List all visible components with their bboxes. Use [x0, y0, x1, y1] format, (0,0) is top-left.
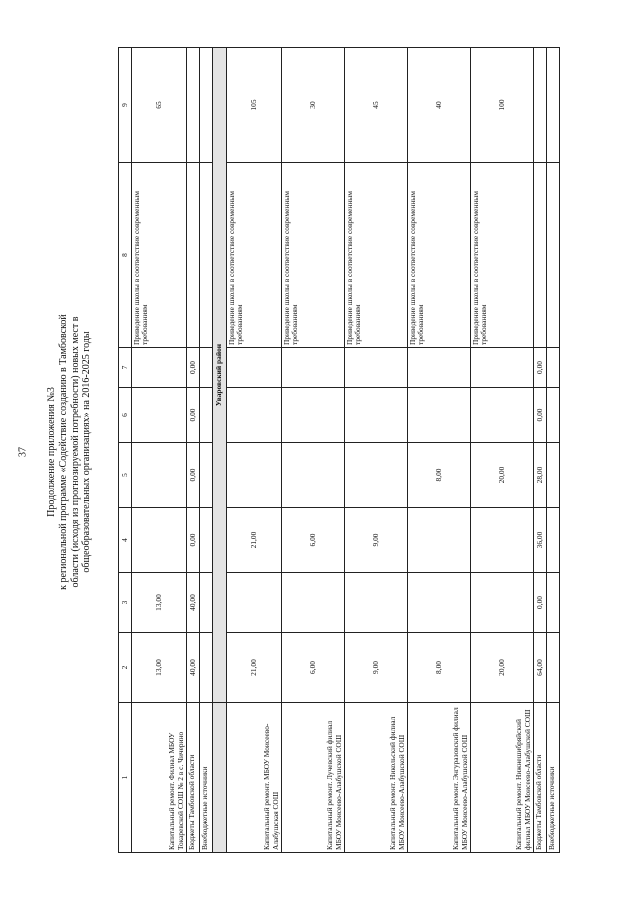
cell-places	[547, 48, 560, 163]
cell-value	[345, 388, 408, 443]
cell-places: 30	[282, 48, 345, 163]
cell-result: Приведение школы в соответствие современным требованиям	[132, 163, 187, 348]
cell-value	[471, 348, 534, 388]
cell-result	[534, 163, 547, 348]
column-number: 8	[119, 163, 132, 348]
cell-places: 40	[408, 48, 471, 163]
cell-value	[282, 573, 345, 633]
cell-result: Приведение школы в соответствие современным требованиям	[345, 163, 408, 348]
object-name: Капитальный ремонт. Никольский филиал МБОУ Моисеево-Алабушской СОШ	[345, 703, 408, 853]
column-number: 9	[119, 48, 132, 163]
cell-value: 8,00	[408, 443, 471, 508]
cell-value	[132, 508, 187, 573]
cell-total: 40,00	[187, 633, 200, 703]
document-heading	[46, 32, 93, 872]
cell-value: 40,00	[187, 573, 200, 633]
cell-result: Приведение школы в соответствие современным требованиям	[408, 163, 471, 348]
cell-value	[547, 348, 560, 388]
cell-value	[345, 348, 408, 388]
cell-value: 0,00	[187, 508, 200, 573]
column-number-row	[119, 48, 132, 853]
cell-value: 36,00	[534, 508, 547, 573]
page-number: 37	[17, 447, 29, 457]
cell-value	[227, 348, 282, 388]
cell-value	[200, 388, 213, 443]
cell-total: 64,00	[534, 633, 547, 703]
table-row	[187, 48, 200, 853]
district-title: Уваровский район	[213, 48, 227, 703]
cell-value	[200, 443, 213, 508]
cell-value	[200, 573, 213, 633]
cell-value	[227, 443, 282, 508]
table-row	[345, 48, 408, 853]
cell-value	[547, 573, 560, 633]
cell-result	[187, 163, 200, 348]
object-name: Капитальный ремонт. Лучевский филиал МБОУ Моисеево-Алабушской СОШ	[282, 703, 345, 853]
heading-line: общеобразовательных организациях» на 2016-2025 годы	[81, 331, 93, 573]
source-label: Внебюджетные источники	[200, 703, 213, 853]
cell-total	[200, 633, 213, 703]
table-row	[132, 48, 187, 853]
cell-value	[408, 508, 471, 573]
cell-value: 20,00	[471, 443, 534, 508]
cell-result: Приведение школы в соответствие современным требованиям	[227, 163, 282, 348]
cell-total: 21,00	[227, 633, 282, 703]
cell-result	[200, 163, 213, 348]
cell-value	[132, 348, 187, 388]
cell-value: 6,00	[282, 508, 345, 573]
cell-result: Приведение школы в соответствие современным требованиям	[282, 163, 345, 348]
cell-value	[132, 388, 187, 443]
cell-value: 0,00	[187, 443, 200, 508]
column-number: 7	[119, 348, 132, 388]
heading-line: Продолжение приложения №3	[46, 387, 57, 517]
cell-total: 8,00	[408, 633, 471, 703]
cell-value: 0,00	[187, 348, 200, 388]
column-number: 2	[119, 633, 132, 703]
cell-value	[200, 348, 213, 388]
heading-line: области (исходя из прогнозируемой потребности) новых мест в	[69, 316, 81, 588]
source-label: Бюджеты Тамбовской области	[534, 703, 547, 853]
cell-places: 65	[132, 48, 187, 163]
column-number: 3	[119, 573, 132, 633]
cell-value: 28,00	[534, 443, 547, 508]
column-number: 6	[119, 388, 132, 443]
cell-value	[408, 348, 471, 388]
district-spacer	[213, 703, 227, 853]
program-table	[118, 47, 560, 853]
cell-value: 9,00	[345, 508, 408, 573]
cell-total: 20,00	[471, 633, 534, 703]
rotated-sheet	[40, 32, 600, 872]
column-number: 4	[119, 508, 132, 573]
column-number: 5	[119, 443, 132, 508]
table-row	[408, 48, 471, 853]
cell-value	[471, 573, 534, 633]
cell-value: 21,00	[227, 508, 282, 573]
cell-total: 13,00	[132, 633, 187, 703]
cell-total: 9,00	[345, 633, 408, 703]
table-row	[471, 48, 534, 853]
cell-value	[547, 508, 560, 573]
cell-places	[200, 48, 213, 163]
district-row	[213, 48, 227, 853]
cell-value	[345, 573, 408, 633]
cell-value: 0,00	[534, 348, 547, 388]
cell-value	[408, 573, 471, 633]
cell-value	[227, 573, 282, 633]
cell-result: Приведение школы в соответствие современным требованиям	[471, 163, 534, 348]
column-number: 1	[119, 703, 132, 853]
table-row	[282, 48, 345, 853]
object-name: Капитальный ремонт. Филиал МБОУ Токаревской СОШ № 2 в с. Чичерино	[132, 703, 187, 853]
cell-places: 100	[471, 48, 534, 163]
source-label: Бюджеты Тамбовской области	[187, 703, 200, 853]
cell-places	[187, 48, 200, 163]
cell-value	[471, 388, 534, 443]
object-name: Капитальный ремонт. Нижнешибряйский филиал МБОУ Моисеево-Алабушской СОШ	[471, 703, 534, 853]
cell-places: 45	[345, 48, 408, 163]
cell-value	[200, 508, 213, 573]
table-row	[534, 48, 547, 853]
table-row	[227, 48, 282, 853]
cell-places	[534, 48, 547, 163]
table-row	[547, 48, 560, 853]
cell-value	[282, 443, 345, 508]
cell-value	[547, 443, 560, 508]
table-row	[200, 48, 213, 853]
source-label: Внебюджетные источники	[547, 703, 560, 853]
cell-value: 0,00	[534, 388, 547, 443]
cell-value	[132, 443, 187, 508]
object-name: Капитальный ремонт. МБОУ Моисеево-Алабушская СОШ	[227, 703, 282, 853]
cell-value	[227, 388, 282, 443]
object-name: Капитальный ремонт. Энгуразовский филиал МБОУ Моисеево-Алабушской СОШ	[408, 703, 471, 853]
cell-places: 105	[227, 48, 282, 163]
cell-value	[345, 443, 408, 508]
cell-total: 6,00	[282, 633, 345, 703]
cell-total	[547, 633, 560, 703]
cell-value	[282, 348, 345, 388]
cell-result	[547, 163, 560, 348]
cell-value	[547, 388, 560, 443]
heading-line: к региональной программе «Содействие созданию в Тамбовской	[57, 314, 69, 590]
cell-value: 0,00	[534, 573, 547, 633]
cell-value	[282, 388, 345, 443]
cell-value: 0,00	[187, 388, 200, 443]
cell-value: 13,00	[132, 573, 187, 633]
cell-value	[408, 388, 471, 443]
cell-value	[471, 508, 534, 573]
